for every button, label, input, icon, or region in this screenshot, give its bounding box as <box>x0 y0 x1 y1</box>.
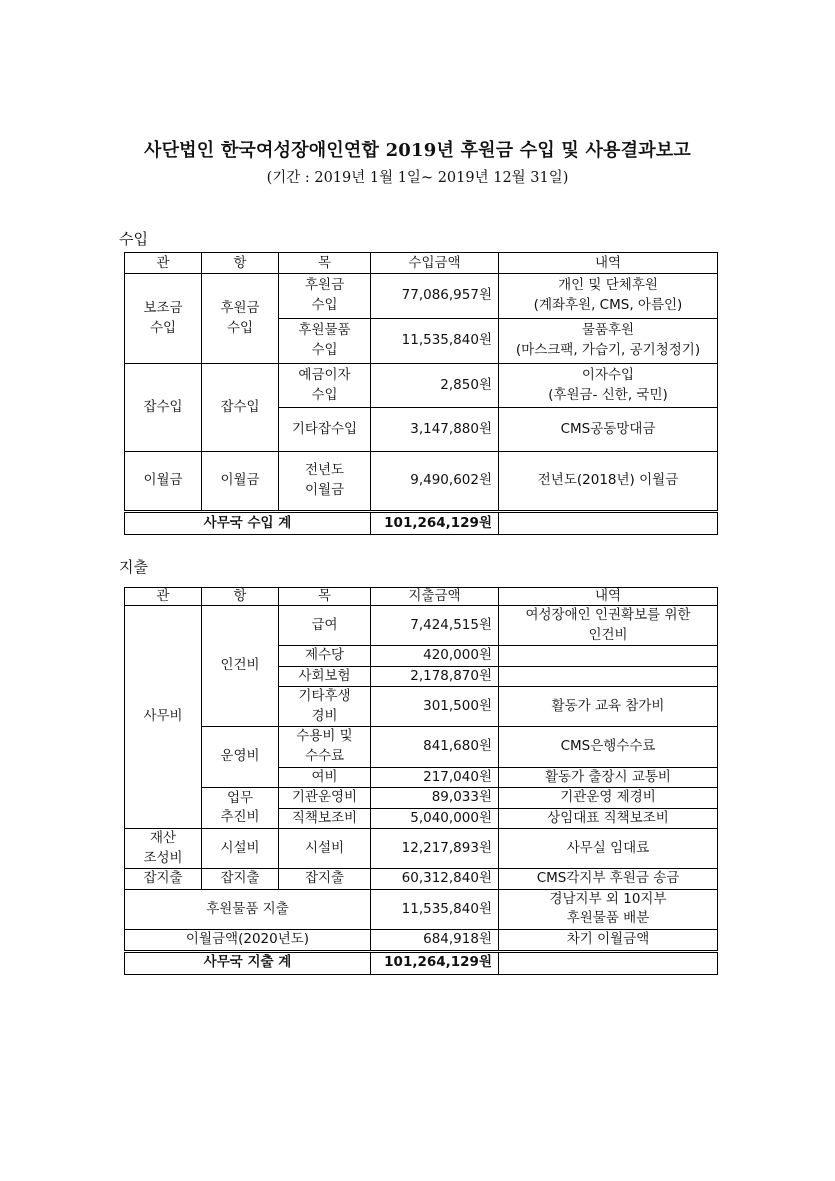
table-row <box>125 889 718 929</box>
income-total-row <box>125 512 718 535</box>
header-mok: 목 <box>279 253 371 274</box>
header-amount: 지출금액 <box>371 588 499 606</box>
gwan-cell: 이월금 <box>125 452 202 512</box>
mok-cell: 직책보조비 <box>279 808 371 829</box>
detail-cell: 활동가 출장시 교통비 <box>499 767 718 788</box>
report-period: (기간 : 2019년 1월 1일~ 2019년 12월 31일) <box>266 170 569 186</box>
mok-cell: 제수당 <box>279 646 371 667</box>
table-row <box>125 606 718 646</box>
total-label: 사무국 수입 계 <box>125 512 371 535</box>
gwan-cell: 보조금 수입 <box>125 274 202 364</box>
carryover-label: 이월금액(2020년도) <box>125 930 371 952</box>
expense-table <box>124 587 718 975</box>
amount-cell: 420,000원 <box>371 646 499 667</box>
expense-section-label: 지출 <box>119 558 148 576</box>
detail-cell: CMS은행수수료 <box>499 727 718 767</box>
table-row <box>125 869 718 890</box>
gwan-cell: 사무비 <box>125 606 202 829</box>
header-detail: 내역 <box>499 253 718 274</box>
gwan-cell: 재산 조성비 <box>125 829 202 869</box>
detail-cell: 개인 및 단체후원 (계좌후원, CMS, 아름인) <box>499 274 718 319</box>
mok-cell: 여비 <box>279 767 371 788</box>
detail-cell <box>499 666 718 687</box>
detail-cell: 활동가 교육 참가비 <box>499 687 718 727</box>
mok-cell: 기타잡수입 <box>279 408 371 452</box>
mok-cell: 전년도 이월금 <box>279 452 371 512</box>
detail-cell: CMS각지부 후원금 송금 <box>499 869 718 890</box>
amount-cell: 11,535,840원 <box>371 319 499 364</box>
header-detail: 내역 <box>499 588 718 606</box>
detail-cell: 사무실 임대료 <box>499 829 718 869</box>
detail-cell: 기관운영 제경비 <box>499 788 718 809</box>
detail-cell: 상임대표 직책보조비 <box>499 808 718 829</box>
hang-cell: 후원금 수입 <box>202 274 279 364</box>
mok-cell: 후원금 수입 <box>279 274 371 319</box>
hang-cell: 잡수입 <box>202 364 279 452</box>
amount-cell: 301,500원 <box>371 687 499 727</box>
amount-cell: 217,040원 <box>371 767 499 788</box>
detail-cell: 여성장애인 인권확보를 위한 인건비 <box>499 606 718 646</box>
table-row <box>125 364 718 408</box>
gwan-cell: 잡지출 <box>125 869 202 890</box>
mok-cell: 후원물품 수입 <box>279 319 371 364</box>
table-row <box>125 727 718 767</box>
amount-cell: 77,086,957원 <box>371 274 499 319</box>
detail-cell: 경남지부 외 10지부 후원물품 배분 <box>499 889 718 929</box>
mok-cell: 급여 <box>279 606 371 646</box>
amount-cell: 89,033원 <box>371 788 499 809</box>
hang-cell: 운영비 <box>202 727 279 788</box>
amount-cell: 5,040,000원 <box>371 808 499 829</box>
header-gwan: 관 <box>125 253 202 274</box>
report-title: 사단법인 한국여성장애인연합 2019년 후원금 수입 및 사용결과보고 <box>144 140 691 161</box>
hang-cell: 이월금 <box>202 452 279 512</box>
mok-cell: 기타후생 경비 <box>279 687 371 727</box>
table-row <box>125 274 718 319</box>
detail-cell: CMS공동망대금 <box>499 408 718 452</box>
total-detail <box>499 512 718 535</box>
amount-cell: 11,535,840원 <box>371 889 499 929</box>
amount-cell: 2,850원 <box>371 364 499 408</box>
header-amount: 수입금액 <box>371 253 499 274</box>
header-hang: 항 <box>202 253 279 274</box>
income-section-label: 수입 <box>119 230 148 248</box>
mok-cell: 사회보험 <box>279 666 371 687</box>
gwan-cell: 잡수입 <box>125 364 202 452</box>
hang-cell: 잡지출 <box>202 869 279 890</box>
table-row <box>125 452 718 512</box>
mok-cell: 수용비 및 수수료 <box>279 727 371 767</box>
header-gwan: 관 <box>125 588 202 606</box>
expense-total-row <box>125 951 718 974</box>
detail-cell: 전년도(2018년) 이월금 <box>499 452 718 512</box>
mok-cell: 기관운영비 <box>279 788 371 809</box>
header-hang: 항 <box>202 588 279 606</box>
mok-cell: 시설비 <box>279 829 371 869</box>
amount-cell: 2,178,870원 <box>371 666 499 687</box>
income-header-row <box>125 253 718 274</box>
income-table <box>124 252 718 535</box>
detail-cell: 이자수입 (후원금- 신한, 국민) <box>499 364 718 408</box>
hang-cell: 인건비 <box>202 606 279 727</box>
table-row <box>125 829 718 869</box>
mok-cell: 예금이자 수입 <box>279 364 371 408</box>
mok-cell: 잡지출 <box>279 869 371 890</box>
amount-cell: 7,424,515원 <box>371 606 499 646</box>
table-row <box>125 788 718 809</box>
detail-cell: 차기 이월금액 <box>499 930 718 952</box>
table-row <box>125 930 718 952</box>
total-amount: 101,264,129원 <box>371 951 499 974</box>
amount-cell: 9,490,602원 <box>371 452 499 512</box>
detail-cell <box>499 646 718 667</box>
amount-cell: 841,680원 <box>371 727 499 767</box>
total-label: 사무국 지출 계 <box>125 951 371 974</box>
total-amount: 101,264,129원 <box>371 512 499 535</box>
header-mok: 목 <box>279 588 371 606</box>
detail-cell: 물품후원 (마스크팩, 가습기, 공기청정기) <box>499 319 718 364</box>
amount-cell: 60,312,840원 <box>371 869 499 890</box>
expense-header-row <box>125 588 718 606</box>
hang-cell: 업무 추진비 <box>202 788 279 829</box>
goods-label: 후원물품 지출 <box>125 889 371 929</box>
amount-cell: 684,918원 <box>371 930 499 952</box>
amount-cell: 12,217,893원 <box>371 829 499 869</box>
hang-cell: 시설비 <box>202 829 279 869</box>
total-detail <box>499 951 718 974</box>
amount-cell: 3,147,880원 <box>371 408 499 452</box>
